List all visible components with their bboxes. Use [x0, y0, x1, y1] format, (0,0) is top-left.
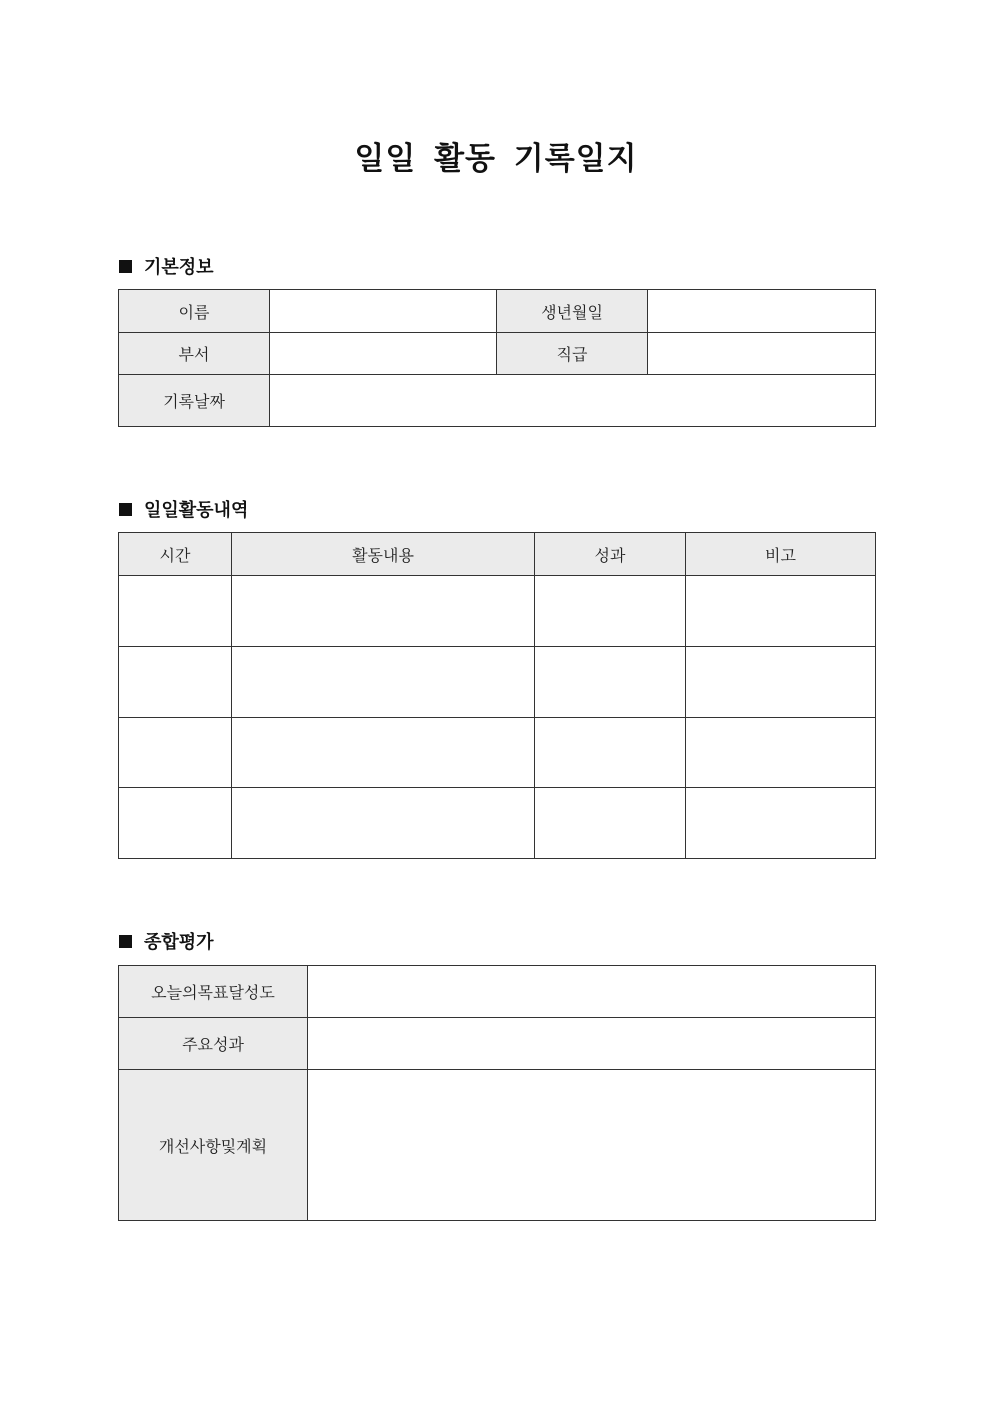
table-row: [119, 788, 876, 859]
goal-achievement-field[interactable]: [308, 966, 876, 1018]
main-results-field[interactable]: [308, 1018, 876, 1070]
position-label: 직급: [497, 333, 648, 375]
column-header-result: 성과: [535, 533, 686, 576]
evaluation-table: [118, 965, 876, 1221]
department-label: 부서: [119, 333, 270, 375]
department-field[interactable]: [270, 333, 497, 375]
result-cell[interactable]: [535, 718, 686, 788]
section-title: 종합평가: [144, 932, 214, 953]
table-row: [119, 647, 876, 718]
birthdate-label: 생년월일: [497, 290, 648, 333]
table-row: [119, 576, 876, 647]
time-cell[interactable]: [119, 576, 232, 647]
note-cell[interactable]: [686, 788, 876, 859]
section-title: 일일활동내역: [144, 500, 249, 521]
column-header-time: 시간: [119, 533, 232, 576]
table-row: [119, 718, 876, 788]
section-evaluation-heading: [119, 928, 214, 954]
note-cell[interactable]: [686, 576, 876, 647]
square-bullet-icon: [119, 260, 132, 273]
result-cell[interactable]: [535, 788, 686, 859]
square-bullet-icon: [119, 935, 132, 948]
result-cell[interactable]: [535, 647, 686, 718]
name-label: 이름: [119, 290, 270, 333]
column-header-activity: 활동내용: [232, 533, 535, 576]
improvement-plan-field[interactable]: [308, 1070, 876, 1221]
time-cell[interactable]: [119, 788, 232, 859]
activity-cell[interactable]: [232, 576, 535, 647]
section-title: 기본정보: [144, 257, 214, 278]
square-bullet-icon: [119, 503, 132, 516]
improvement-plan-label: 개선사항및계획: [119, 1070, 308, 1221]
activity-cell[interactable]: [232, 647, 535, 718]
document-title: 일일 활동 기록일지: [354, 141, 638, 177]
section-basic-info-heading: [119, 253, 214, 279]
note-cell[interactable]: [686, 718, 876, 788]
record-date-label: 기록날짜: [119, 375, 270, 427]
main-results-label: 주요성과: [119, 1018, 308, 1070]
name-field[interactable]: [270, 290, 497, 333]
result-cell[interactable]: [535, 576, 686, 647]
time-cell[interactable]: [119, 647, 232, 718]
section-activities-heading: [119, 496, 248, 522]
record-date-field[interactable]: [270, 375, 876, 427]
activity-cell[interactable]: [232, 788, 535, 859]
birthdate-field[interactable]: [648, 290, 876, 333]
time-cell[interactable]: [119, 718, 232, 788]
basic-info-table: [118, 289, 876, 427]
note-cell[interactable]: [686, 647, 876, 718]
goal-achievement-label: 오늘의목표달성도: [119, 966, 308, 1018]
column-header-note: 비고: [686, 533, 876, 576]
activity-cell[interactable]: [232, 718, 535, 788]
activities-table: [118, 532, 876, 859]
table-header-row: [119, 533, 876, 576]
position-field[interactable]: [648, 333, 876, 375]
